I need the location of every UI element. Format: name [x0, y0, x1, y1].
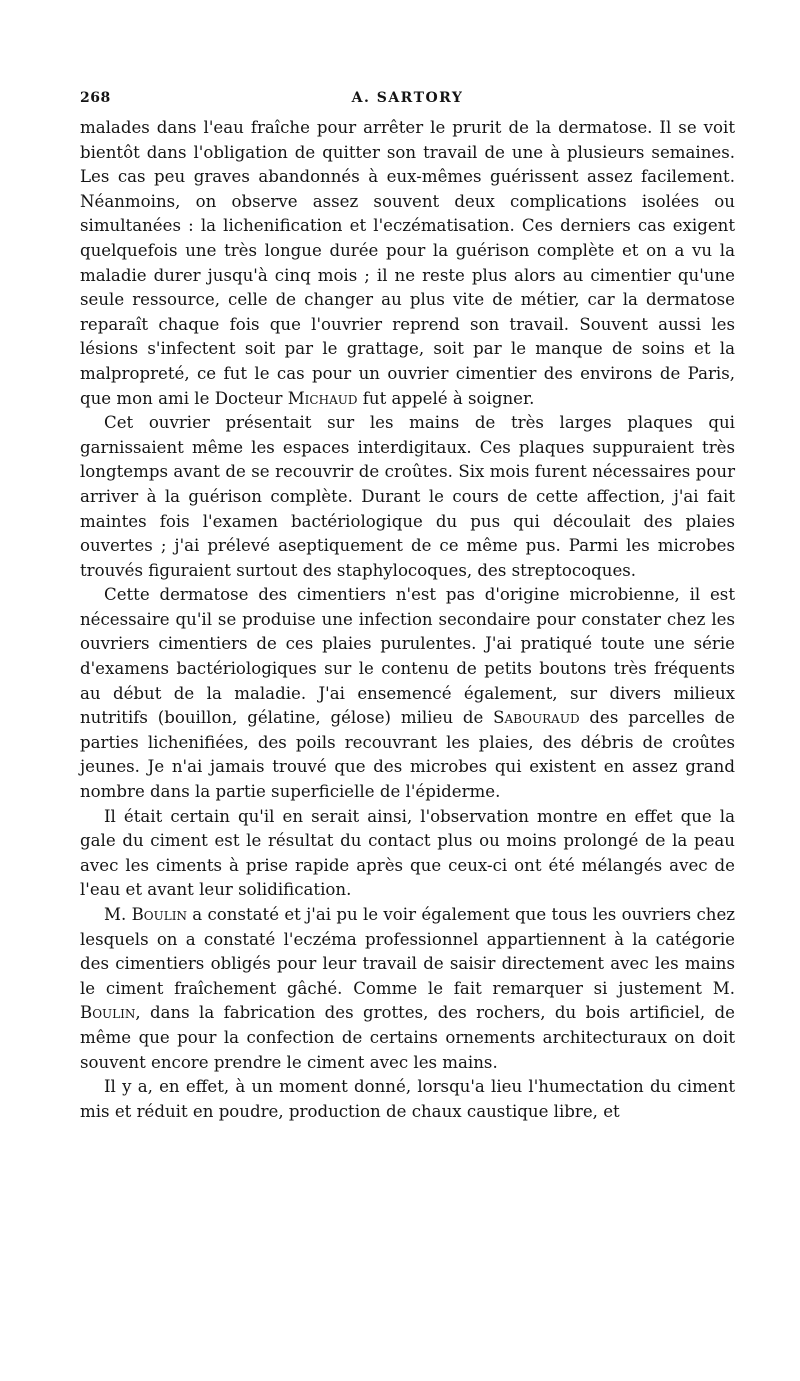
paragraph-2: [80, 411, 735, 583]
book-page: [80, 86, 735, 1124]
author-name: Michaud: [287, 388, 358, 408]
page-header: [80, 86, 735, 116]
text-segment: malades dans l'eau fraîche pour arrêter le prurit de la dermatose. Il se voit bientôt dans l'obligation de quitter son travail de une à plusieurs semaines. Les cas peu graves abandonnés à eux-mêmes guérissent assez facilement. Néanmoins, on observe assez souvent deux complications isolées ou simultanées : la lichenification et l'eczématisation. Ces derniers cas exigent quelquefois une très longue durée pour la guérison complète et on a vu la maladie durer jusqu'à cinq mois ; il ne reste plus alors au cimentier qu'une seule ressource, celle de changer au plus vite de métier, car la dermatose reparaît chaque fois que l'ouvrier reprend son travail. Souvent aussi les lésions s'infectent soit par le grattage, soit par le manque de soins et la malpropreté, ce fut le cas pour un ouvrier cimentier des environs de Paris, que mon ami le Docteur: [80, 118, 735, 408]
body-text: [80, 116, 735, 1124]
author-name: Sabouraud: [493, 708, 580, 728]
text-segment: a constaté et j'ai pu le voir également que tous les ouvriers chez lesquels on a constaté l'eczéma professionnel appartiennent à la catégorie des cimentiers obligés pour leur travail de saisir directement avec les mains le ciment fraîchement gâché. Comme le fait remarquer si justement M.: [80, 905, 736, 998]
author-name: Boulin: [80, 1003, 136, 1023]
paragraph-1: [80, 116, 735, 411]
paragraph-4: [80, 805, 735, 903]
running-title: A. SARTORY: [351, 90, 464, 106]
text-segment: Cette dermatose des cimentiers n'est pas d'origine microbienne, il est nécessaire qu'il se produise une infection secondaire pour constater chez les ouvriers cimentiers de ces plaies purulentes. J'ai pratiqué toute une série d'examens bactériologiques sur le contenu de petits boutons très fréquents au début de la maladie. J'ai ensemencé également, sur divers milieux nutritifs (bouillon, gélatine, gélose) milieu de: [80, 585, 735, 728]
paragraph-6: [80, 1075, 735, 1124]
paragraph-5: [80, 903, 735, 1075]
text-segment: fut appelé à soigner.: [357, 388, 535, 408]
text-segment: Cet ouvrier présentait sur les mains de très larges plaques qui garnissaient même les espaces interdigitaux. Ces plaques suppuraient très longtemps avant de se recouvrir de croûtes. Six mois furent nécessaires pour arriver à la guérison complète. Durant le cours de cette affection, j'ai fait maintes fois l'examen bactériologique du pus qui découlait des plaies ouvertes ; j'ai prélevé aseptiquement de ce même pus. Parmi les microbes trouvés figuraient surtout des staphylocoques, des streptocoques.: [80, 413, 735, 580]
page-number: 268: [80, 90, 111, 106]
text-segment: Il y a, en effet, à un moment donné, lorsqu'a lieu l'humectation du ciment mis et réduit en poudre, production de chaux caustique libre, et: [80, 1077, 735, 1121]
author-name: Boulin: [131, 905, 187, 924]
text-segment: Il était certain qu'il en serait ainsi, l'observation montre en effet que la gale du ciment est le résultat du contact plus ou moins prolongé de la peau avec les ciments à prise rapide après que ceux-ci ont été mélangés avec de l'eau et avant leur solidification.: [80, 806, 735, 900]
text-segment: des parcelles de parties lichenifiées, des poils recouvrant les plaies, des débris de croûtes jeunes. Je n'ai jamais trouvé que des microbes qui existent en assez grand nombre dans la partie superficielle de l'épiderme.: [80, 708, 735, 802]
text-segment: , dans la fabrication des grottes, des rochers, du bois artificiel, de même que pour la confection de certains ornements architecturaux on doit souvent encore prendre le ciment avec les mains.: [80, 1003, 735, 1072]
text-segment: M.: [104, 905, 132, 924]
paragraph-3: [80, 583, 735, 804]
